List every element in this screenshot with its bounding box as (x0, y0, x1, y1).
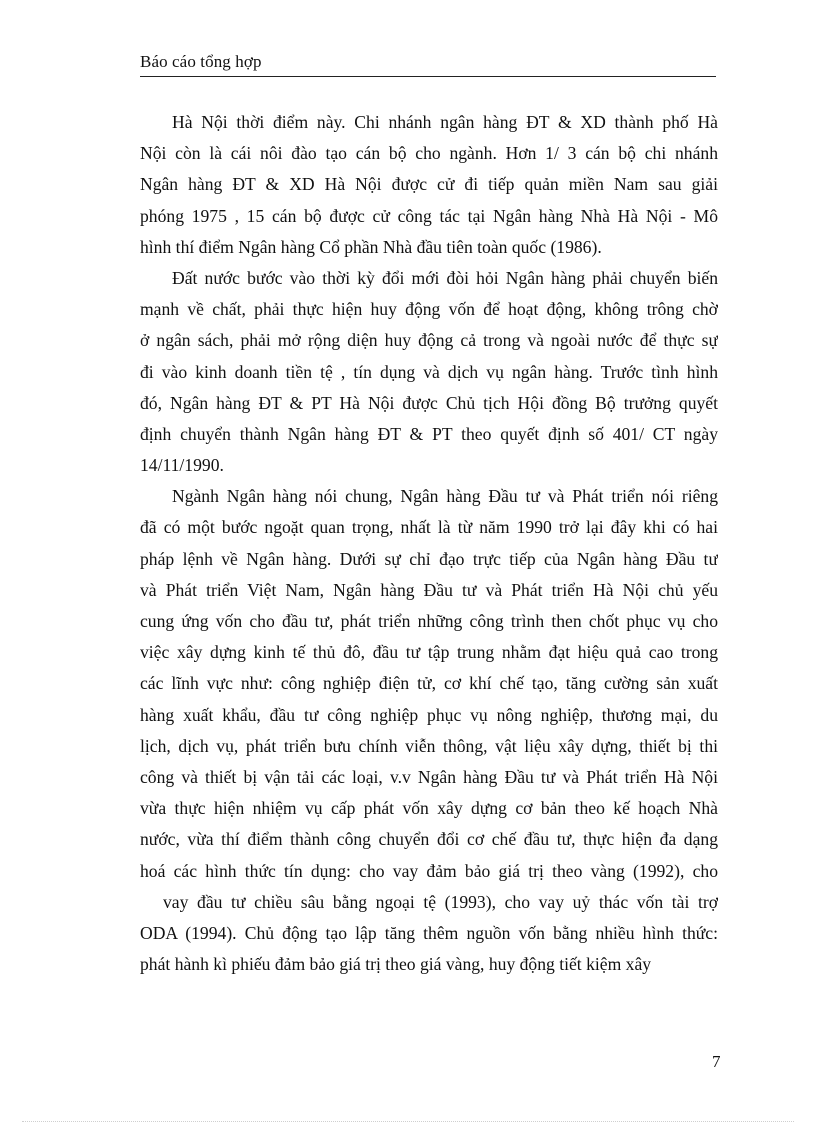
text-line: ODA (1994). Chủ động tạo lập tăng thêm nguồn vốn bằng nhiều hình thức: (140, 922, 718, 943)
text-line: đã có một bước ngoặt quan trọng, nhất là từ năm 1990 trở lại đây khi có hai (140, 517, 718, 538)
text-line: và Phát triển Việt Nam, Ngân hàng Đầu tư và Phát triển Hà Nội chủ yếu (140, 579, 718, 600)
text-line: Ngân hàng ĐT & XD Hà Nội được cử đi tiếp quản miền Nam sau giải (140, 174, 718, 195)
text-line: Hà Nội thời điểm này. Chi nhánh ngân hàng ĐT & XD thành phố Hà (172, 112, 718, 132)
header-title: Báo cáo tổng hợp (140, 52, 262, 71)
text-line: nước, vừa thí điểm thành công chuyển đổi cơ chế đầu tư, thực hiện đa dạng (140, 829, 718, 850)
text-line: hình thí điểm Ngân hàng Cổ phần Nhà đầu tiên toàn quốc (1986). (140, 236, 602, 257)
text-line: Đất nước bước vào thời kỳ đổi mới đòi hỏi Ngân hàng phải chuyển biến (172, 267, 718, 288)
text-line: Nội còn là cái nôi đào tạo cán bộ cho ngành. Hơn 1/ 3 cán bộ chi nhánh (140, 143, 718, 164)
text-line: lịch, dịch vụ, phát triển bưu chính viễn thông, vật liệu xây dựng, thiết bị thi (140, 735, 718, 756)
text-line: Ngành Ngân hàng nói chung, Ngân hàng Đầu tư và Phát triển nói riêng (172, 486, 718, 507)
text-line: các lĩnh vực như: công nghiệp điện tử, cơ khí chế tạo, tăng cường sản xuất (140, 673, 718, 694)
text-line: pháp lệnh về Ngân hàng. Dưới sự chỉ đạo trực tiếp của Ngân hàng Đầu tư (140, 548, 718, 569)
text-line: việc xây dựng kinh tế thủ đô, đầu tư tập trung nhằm đạt hiệu quả cao trong (140, 642, 718, 663)
paragraph-1 (140, 107, 718, 263)
paragraph-4 (140, 887, 718, 981)
text-line: hoá các hình thức tín dụng: cho vay đảm bảo giá trị theo vàng (1992), cho (140, 860, 718, 881)
text-line: hàng xuất khẩu, đầu tư công nghiệp phục vụ nông nghiệp, thương mại, du (140, 704, 718, 725)
page-bottom-divider (22, 1121, 794, 1122)
text-line: vừa thực hiện nhiệm vụ cấp phát vốn xây dựng cơ bản theo kế hoạch Nhà (140, 798, 718, 819)
text-line: mạnh về chất, phải thực hiện huy động vốn để hoạt động, không trông chờ (140, 299, 718, 320)
text-line: định chuyển thành Ngân hàng ĐT & PT theo quyết định số 401/ CT ngày (140, 423, 718, 444)
text-line: đi vào kinh doanh tiền tệ , tín dụng và dịch vụ ngân hàng. Trước tình hình (140, 361, 718, 382)
text-line: cung ứng vốn cho đầu tư, phát triển những công trình then chốt phục vụ cho (140, 611, 718, 631)
paragraph-2 (140, 263, 718, 481)
body-text (140, 107, 718, 980)
paragraph-3 (140, 481, 718, 886)
text-line: ở ngân sách, phải mở rộng diện huy động cả trong và ngoài nước để thực sự (140, 330, 718, 351)
text-line: phát hành kì phiếu đảm bảo giá trị theo giá vàng, huy động tiết kiệm xây (140, 954, 652, 975)
text-line: đó, Ngân hàng ĐT & PT Hà Nội được Chủ tịch Hội đồng Bộ trưởng quyết (140, 392, 718, 413)
text-line: vay đầu tư chiều sâu bằng ngoại tệ (1993), cho vay uỷ thác vốn tài trợ (163, 891, 718, 912)
page-header (140, 50, 716, 77)
text-line: công và thiết bị vận tải các loại, v.v Ngân hàng Đầu tư và Phát triển Hà Nội (140, 766, 718, 787)
text-line: phóng 1975 , 15 cán bộ được cử công tác tại Ngân hàng Nhà Hà Nội - Mô (140, 205, 718, 226)
page-number: 7 (712, 1052, 721, 1071)
text-line: 14/11/1990. (140, 455, 224, 476)
